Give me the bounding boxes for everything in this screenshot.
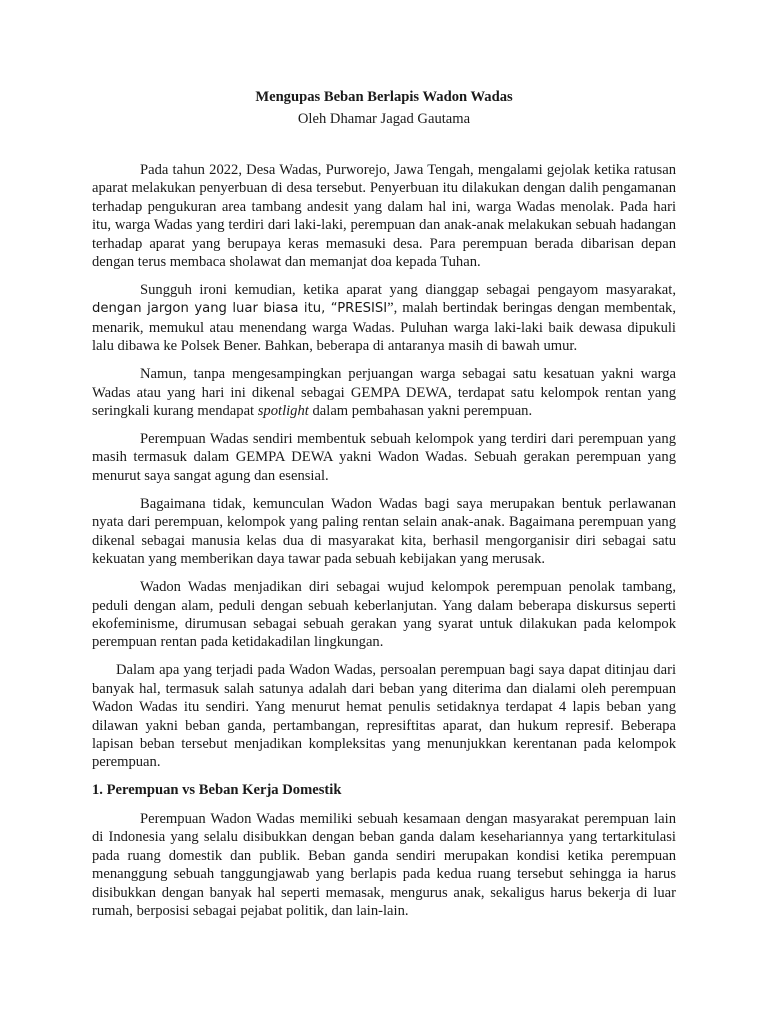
document-author: Oleh Dhamar Jagad Gautama: [297, 111, 471, 127]
paragraph-3-emphasis: spotlight: [257, 403, 309, 420]
paragraph-1: Pada tahun 2022, Desa Wadas, Purworejo, Jawa Tengah, mengalami gejolak ketika ratusan aparat melakukan penyerbuan di desa tersebut. Penyerbuan itu dilakukan dengan dalih pengamanan terhadap pengukuran area tambang andesit yang dalam hal ini, warga Wadas menolak. Pada hari itu, warga Wadas yang terdiri dari laki-laki, perempuan dan anak-anak melakukan sebuah hadangan terhadap aparat yang berupaya keras memasuki desa. Para perempuan berada dibarisan depan dengan terus membaca sholawat dan memanjat doa kepada Tuhan.: [92, 162, 676, 271]
spacer: [92, 130, 676, 161]
paragraph-7: Dalam apa yang terjadi pada Wadon Wadas, persoalan perempuan bagi saya dapat ditinjau dari banyak hal, termasuk salah satunya adalah dari beban yang diterima dan dialami oleh perempuan Wadon Wadas itu sendiri. Yang menurut hemat penulis setidaknya terdapat 4 lapis beban yang dilawan yakni beban ganda, pertambangan, represiftitas aparat, dan hukum represif. Beberapa lapisan beban tersebut menjadikan kompleksitas yang menunjukkan kerentanan pada kelompok perempuan.: [92, 662, 676, 771]
paragraph-2-jargon: dengan jargon yang luar biasa itu, “PRESISI: [92, 301, 388, 317]
paragraph-6: Wadon Wadas menjadikan diri sebagai wujud kelompok perempuan penolak tambang, peduli dengan alam, peduli dengan sebuah keberlanjutan. Yang dalam beberapa diskursus seperti ekofeminisme, dirumusan sebagai sebuah gerakan yang syarat untuk dilakukan pada kelompok perempuan rentan pada ketidakadilan lingkungan.: [92, 579, 676, 651]
paragraph-2-part-a: Sungguh ironi kemudian, ketika aparat yang dianggap sebagai pengayom masyarakat,: [140, 282, 676, 299]
paragraph-2: [92, 281, 676, 356]
document-title: Mengupas Beban Berlapis Wadon Wadas: [255, 89, 513, 105]
document-page: [92, 88, 676, 930]
paragraph-3-part-b: dalam pembahasan yakni perempuan.: [308, 403, 533, 420]
paragraph-2-part-b: ”, malah bertindak beringas dengan membentak, menarik, memukul atau menendang warga Wadas. Puluhan warga laki-laki baik dewasa dipukuli lalu dibawa ke Polsek Bener. Bahkan, beberapa di antaranya masih di bawah umur.: [92, 300, 676, 355]
paragraph-3: [92, 365, 676, 420]
paragraph-5: Bagaimana tidak, kemunculan Wadon Wadas bagi saya merupakan bentuk perlawanan nyata dari perempuan, kelompok yang paling rentan selain anak-anak. Bagaimana perempuan yang dikenal sebagai manusia kelas dua di masyarakat kita, berhasil mengorganisir diri sebagai satu kekuatan yang memberikan daya tawar pada sebuah kebijakan yang merusak.: [92, 495, 676, 568]
section-heading-1: 1. Perempuan vs Beban Kerja Domestik: [92, 782, 342, 799]
paragraph-3-part-a: Namun, tanpa mengesampingkan perjuangan warga sebagai satu kesatuan yakni warga Wadas atau yang hari ini dikenal sebagai GEMPA DEWA, terdapat satu kelompok rentan yang seringkali kurang mendapat: [92, 366, 676, 420]
paragraph-8: Perempuan Wadon Wadas memiliki sebuah kesamaan dengan masyarakat perempuan lain di Indonesia yang selalu disibukkan dengan beban ganda dalam kesehariannya yang tertarkitulasi pada ruang domestik dan publik. Beban ganda sendiri merupakan kondisi ketika perempuan menanggung sebuah tanggungjawab yang berlapis pada kedua ruang tersebut sehingga ia harus disibukkan dengan banyak hal seperti memasak, mengurus anak, sekaligus harus bekerja di luar rumah, berposisi sebagai pejabat politik, dan lain-lain.: [92, 810, 676, 919]
paragraph-4: Perempuan Wadas sendiri membentuk sebuah kelompok yang terdiri dari perempuan yang masih termasuk dalam GEMPA DEWA yakni Wadon Wadas. Sebuah gerakan perempuan yang menurut saya sangat agung dan esensial.: [92, 431, 676, 484]
